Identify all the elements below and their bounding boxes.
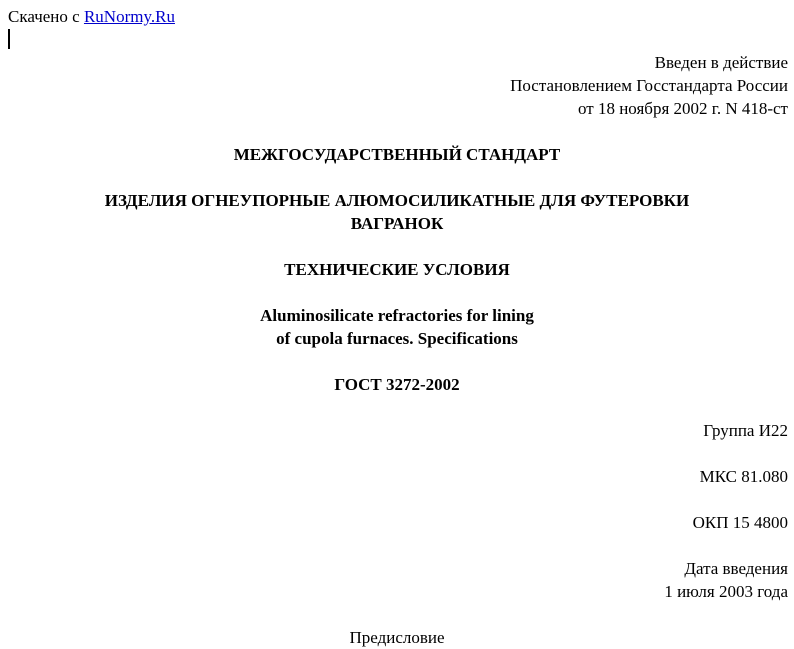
foreword-heading: Предисловие [349, 628, 445, 647]
group-label: Группа И22 [703, 421, 788, 440]
adoption-line-3: от 18 ноября 2002 г. N 418-ст [578, 99, 788, 118]
english-title-line-1: Aluminosilicate refractories for lining [260, 306, 534, 325]
adoption-line-1: Введен в действие [654, 53, 788, 72]
okp-label: ОКП 15 4800 [692, 513, 788, 532]
source-link[interactable]: RuNormy.Ru [83, 7, 175, 26]
text-cursor [8, 29, 10, 49]
english-title-line-2: of cupola furnaces. Specifications [276, 329, 518, 348]
source-line [8, 7, 175, 27]
introduction-date: 1 июля 2003 года [664, 582, 788, 601]
standard-name-line-1: ИЗДЕЛИЯ ОГНЕУПОРНЫЕ АЛЮМОСИЛИКАТНЫЕ ДЛЯ ФУТЕРОВКИ [104, 191, 690, 210]
adoption-line-2: Постановлением Госстандарта России [510, 76, 788, 95]
source-prefix: Скачено с [8, 7, 84, 26]
standard-name-line-2: ВАГРАНОК [350, 214, 444, 233]
subtitle-heading: ТЕХНИЧЕСКИЕ УСЛОВИЯ [284, 260, 510, 279]
mks-label: МКС 81.080 [699, 467, 788, 486]
standard-code: ГОСТ 3272-2002 [334, 375, 460, 394]
standard-type-heading: МЕЖГОСУДАРСТВЕННЫЙ СТАНДАРТ [233, 145, 561, 164]
introduction-label: Дата введения [684, 559, 788, 578]
